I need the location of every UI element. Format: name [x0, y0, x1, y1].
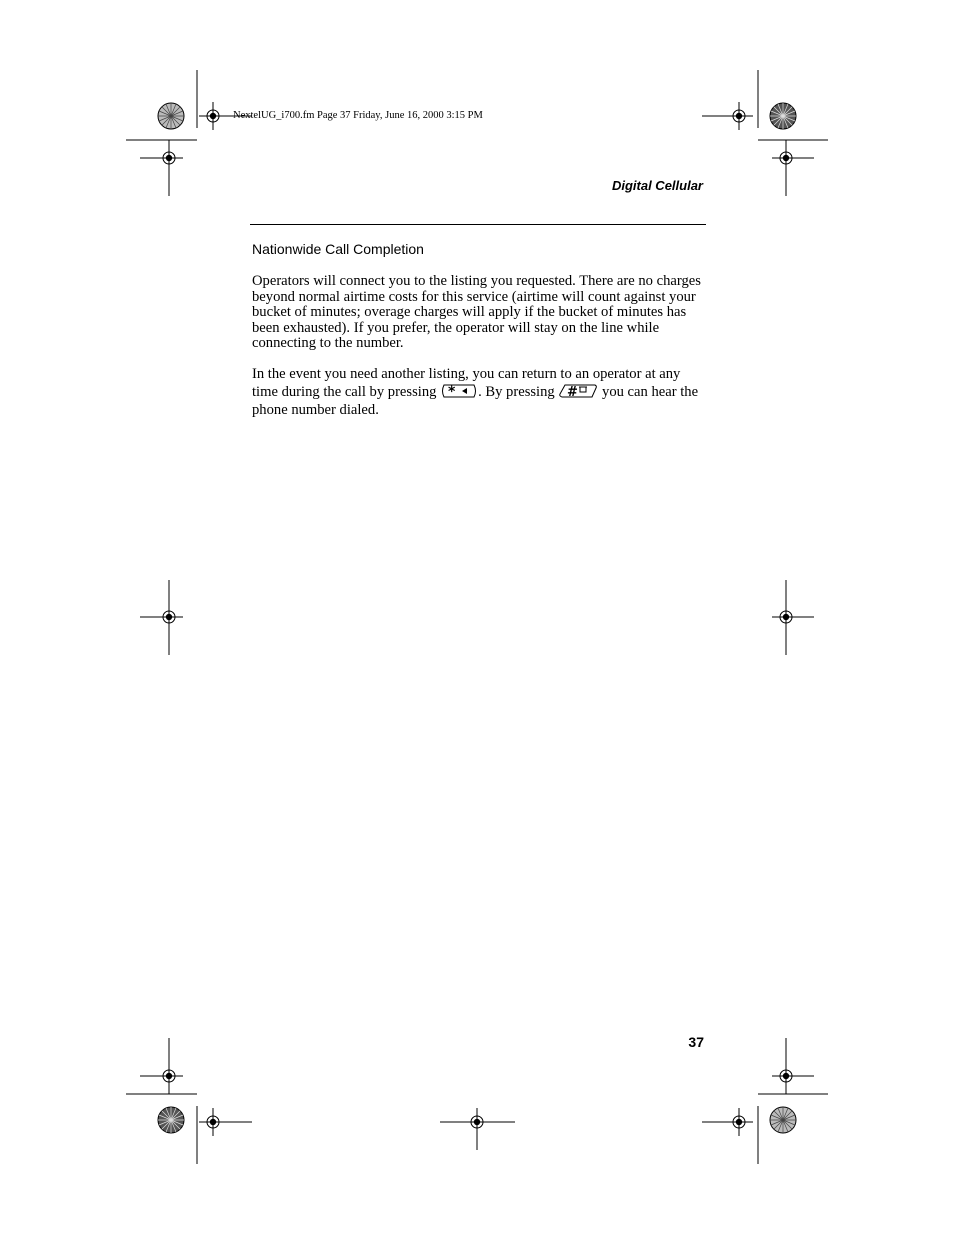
paragraph — [252, 367, 702, 419]
pound-key-icon — [559, 383, 597, 404]
header-rule — [250, 224, 706, 225]
paragraph: Operators will connect you to the listing you requested. There are no charges beyond normal airtime costs for this service (airtime will count against your bucket of minutes; overage charges will apply if the bucket of minutes has been exhausted). If you prefer, the operator will stay on the line while connecting to the number. — [252, 273, 701, 351]
section-heading: Nationwide Call Completion — [252, 241, 424, 257]
star-key-icon — [441, 383, 477, 404]
paragraph-text: you can hear the phone number dialed. — [252, 383, 699, 418]
page-number: 37 — [688, 1034, 704, 1050]
file-header: NextelUG_i700.fm Page 37 Friday, June 16, 2000 3:15 PM — [233, 110, 483, 121]
running-head: Digital Cellular — [611, 178, 703, 193]
svg-text:#: # — [567, 384, 579, 399]
paragraph-text: . By pressing — [478, 383, 555, 400]
paragraph-text: In the event you need another listing, you can return to an operator at any time during the call by pressing — [252, 366, 681, 400]
svg-text:*: * — [448, 383, 456, 399]
